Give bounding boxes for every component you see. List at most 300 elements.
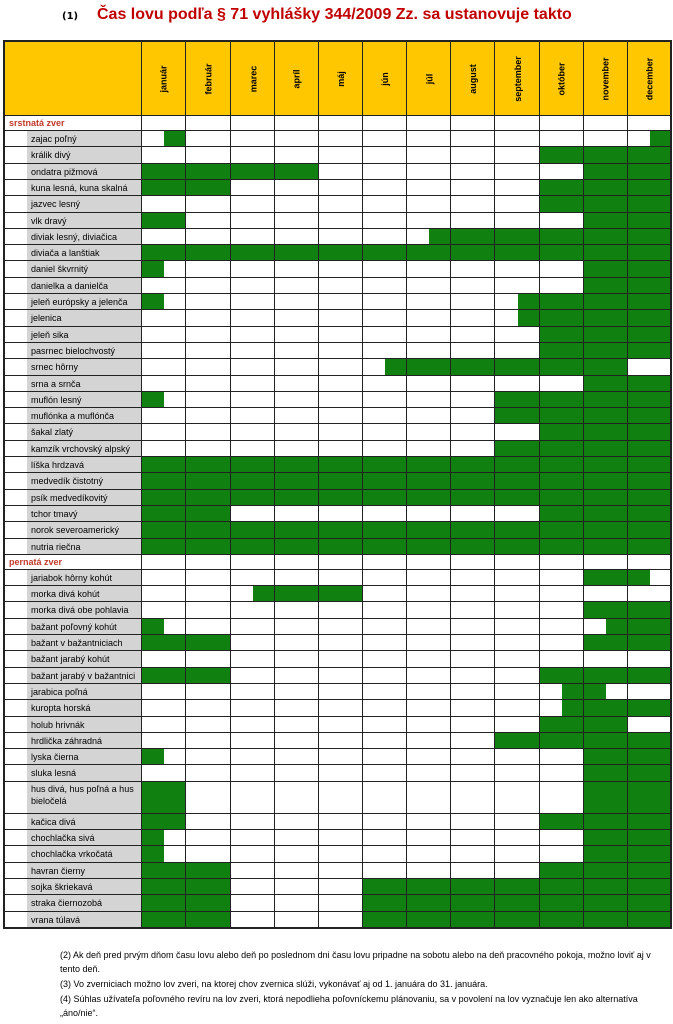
season-cell	[584, 441, 606, 457]
season-cell	[363, 522, 385, 538]
season-cell	[584, 310, 606, 326]
season-cell	[142, 213, 164, 229]
species-label: hrdlička záhradná	[31, 735, 103, 746]
season-cell	[429, 473, 451, 489]
season-cell	[142, 782, 164, 814]
season-cell	[253, 522, 275, 538]
season-cell	[540, 539, 562, 555]
season-cell	[584, 684, 606, 700]
column-divider	[450, 41, 451, 928]
month-label: jún	[380, 71, 390, 86]
season-cell	[164, 473, 186, 489]
season-cell	[584, 278, 606, 294]
season-cell	[606, 619, 628, 635]
season-cell	[584, 749, 606, 765]
season-cell	[518, 359, 541, 375]
season-cell	[584, 196, 606, 212]
season-cell	[540, 490, 562, 506]
season-cell	[385, 457, 407, 473]
season-cell	[231, 522, 253, 538]
season-cell	[628, 294, 650, 310]
season-cell	[473, 522, 495, 538]
season-cell	[253, 490, 275, 506]
species-label: muflónka a muflónča	[31, 411, 115, 422]
species-label: chochlačka sivá	[31, 833, 95, 843]
season-cell	[628, 733, 650, 749]
season-cell	[407, 490, 429, 506]
season-cell	[540, 245, 562, 261]
season-cell	[231, 473, 253, 489]
season-cell	[606, 490, 628, 506]
season-cell	[562, 668, 584, 684]
species-label: kuna lesná, kuna skalná	[31, 182, 128, 193]
season-cell	[297, 490, 319, 506]
season-cell	[253, 245, 275, 261]
row-divider	[3, 764, 672, 765]
footnotes	[60, 948, 660, 1021]
season-cell	[650, 700, 672, 716]
season-cell	[628, 490, 650, 506]
season-cell	[275, 522, 297, 538]
season-cell	[429, 879, 451, 895]
season-cell	[363, 539, 385, 555]
season-cell	[209, 506, 232, 522]
season-cell	[584, 343, 606, 359]
season-cell	[164, 245, 186, 261]
season-cell	[407, 457, 429, 473]
season-cell	[164, 782, 186, 814]
season-cell	[628, 441, 650, 457]
season-cell	[319, 539, 341, 555]
season-cell	[495, 895, 518, 911]
season-cell	[628, 570, 650, 586]
season-cell	[451, 895, 473, 911]
season-cell	[341, 457, 363, 473]
season-cell	[584, 602, 606, 618]
species-label: lyska čierna	[31, 752, 79, 763]
season-cell	[231, 457, 253, 473]
row-divider	[3, 505, 672, 506]
row-divider	[3, 440, 672, 441]
season-cell	[628, 180, 650, 196]
season-cell	[606, 506, 628, 522]
species-label: bažant jarabý kohút	[31, 654, 110, 665]
season-cell	[451, 522, 473, 538]
season-cell	[209, 245, 232, 261]
season-cell	[540, 733, 562, 749]
season-cell	[253, 473, 275, 489]
season-cell	[650, 473, 672, 489]
species-label: sojka škriekavá	[31, 881, 93, 892]
species-label: jariabok hôrny kohút	[31, 572, 113, 583]
season-cell	[275, 539, 297, 555]
row-divider	[3, 342, 672, 343]
page-title	[0, 4, 673, 30]
season-cell	[650, 830, 672, 846]
row-divider	[3, 538, 672, 539]
season-cell	[495, 408, 518, 424]
season-cell	[142, 879, 164, 895]
season-cell	[540, 229, 562, 245]
season-cell	[650, 749, 672, 765]
season-cell	[164, 814, 186, 830]
season-cell	[540, 457, 562, 473]
row-divider	[3, 878, 672, 879]
season-cell	[628, 765, 650, 781]
season-cell	[518, 522, 541, 538]
row-divider	[3, 375, 672, 376]
season-cell	[297, 522, 319, 538]
row-divider	[3, 472, 672, 473]
row-divider	[3, 179, 672, 180]
season-cell	[540, 310, 562, 326]
season-cell	[650, 327, 672, 343]
season-cell	[142, 457, 164, 473]
season-cell	[628, 245, 650, 261]
season-cell	[495, 441, 518, 457]
season-cell	[606, 782, 628, 814]
season-cell	[407, 539, 429, 555]
season-cell	[540, 441, 562, 457]
season-cell	[142, 392, 164, 408]
season-cell	[142, 180, 164, 196]
species-label: chochlačka vrkočatá	[31, 849, 113, 860]
season-cell	[451, 457, 473, 473]
season-cell	[584, 294, 606, 310]
season-cell	[628, 213, 650, 229]
season-cell	[562, 700, 584, 716]
month-label: október	[556, 61, 567, 96]
month-header	[186, 41, 231, 116]
season-cell	[297, 164, 319, 180]
season-cell	[540, 424, 562, 440]
section-title: srstnatá zver	[9, 118, 65, 128]
season-cell	[495, 457, 518, 473]
season-cell	[407, 245, 429, 261]
season-cell	[584, 782, 606, 814]
season-cell	[495, 359, 518, 375]
season-cell	[407, 879, 429, 895]
month-header	[495, 41, 540, 116]
season-cell	[186, 912, 209, 928]
season-cell	[540, 327, 562, 343]
season-cell	[606, 310, 628, 326]
row-divider	[3, 293, 672, 294]
season-cell	[562, 441, 584, 457]
column-divider	[362, 41, 363, 928]
season-cell	[606, 278, 628, 294]
species-label: havran čierny	[31, 865, 86, 876]
season-cell	[628, 457, 650, 473]
season-cell	[584, 408, 606, 424]
season-cell	[562, 343, 584, 359]
row-divider	[3, 911, 672, 912]
season-cell	[451, 490, 473, 506]
season-cell	[650, 635, 672, 651]
season-cell	[142, 895, 164, 911]
season-cell	[518, 473, 541, 489]
column-divider	[494, 41, 495, 928]
species-label: králik divý	[31, 150, 71, 161]
season-cell	[518, 310, 541, 326]
season-cell	[584, 863, 606, 879]
footnote-2: (2) Ak deň pred prvým dňom času lovu alebo deň po poslednom dni času lovu pripadne na sobotu alebo na deň pracovného pokoja, možno loviť aj v tento deň.	[60, 950, 651, 974]
season-cell	[142, 619, 164, 635]
column-divider	[230, 41, 231, 928]
month-header	[628, 41, 671, 116]
season-cell	[518, 912, 541, 928]
season-cell	[518, 539, 541, 555]
season-cell	[429, 539, 451, 555]
row-divider	[3, 228, 672, 229]
season-cell	[562, 180, 584, 196]
season-cell	[385, 912, 407, 928]
season-cell	[495, 473, 518, 489]
season-cell	[606, 229, 628, 245]
row-divider	[3, 195, 672, 196]
season-cell	[164, 879, 186, 895]
season-cell	[584, 668, 606, 684]
season-cell	[186, 490, 209, 506]
season-cell	[650, 522, 672, 538]
season-cell	[584, 180, 606, 196]
season-cell	[473, 359, 495, 375]
season-cell	[429, 895, 451, 911]
column-divider	[274, 41, 275, 928]
season-cell	[650, 782, 672, 814]
season-cell	[297, 473, 319, 489]
season-cell	[562, 327, 584, 343]
season-cell	[628, 164, 650, 180]
season-cell	[341, 539, 363, 555]
season-cell	[186, 879, 209, 895]
season-cell	[495, 245, 518, 261]
season-cell	[650, 229, 672, 245]
season-cell	[540, 408, 562, 424]
season-cell	[209, 895, 232, 911]
season-cell	[385, 359, 407, 375]
season-cell	[540, 473, 562, 489]
season-cell	[650, 668, 672, 684]
season-cell	[606, 213, 628, 229]
season-cell	[429, 912, 451, 928]
season-cell	[606, 376, 628, 392]
season-cell	[518, 879, 541, 895]
season-cell	[562, 912, 584, 928]
season-cell	[650, 261, 672, 277]
season-cell	[606, 700, 628, 716]
season-cell	[518, 294, 541, 310]
season-cell	[363, 490, 385, 506]
season-cell	[341, 522, 363, 538]
species-label: holub hrivnák	[31, 719, 85, 730]
season-cell	[650, 164, 672, 180]
season-cell	[584, 717, 606, 733]
season-cell	[540, 814, 562, 830]
season-cell	[142, 863, 164, 879]
season-cell	[540, 668, 562, 684]
season-cell	[562, 879, 584, 895]
row-divider	[3, 845, 672, 846]
season-cell	[606, 863, 628, 879]
season-cell	[518, 229, 541, 245]
season-cell	[540, 180, 562, 196]
season-cell	[385, 895, 407, 911]
season-cell	[142, 846, 164, 862]
season-cell	[562, 814, 584, 830]
season-cell	[429, 245, 451, 261]
season-cell	[584, 879, 606, 895]
row-divider	[3, 667, 672, 668]
season-cell	[275, 490, 297, 506]
season-cell	[628, 310, 650, 326]
season-cell	[473, 473, 495, 489]
season-cell	[473, 539, 495, 555]
species-label: nutria riečna	[31, 541, 81, 552]
season-cell	[650, 408, 672, 424]
season-cell	[628, 473, 650, 489]
season-cell	[606, 539, 628, 555]
row-divider	[3, 862, 672, 863]
season-cell	[650, 539, 672, 555]
row-divider	[3, 716, 672, 717]
season-cell	[628, 522, 650, 538]
season-cell	[540, 863, 562, 879]
species-label: pasrnec bielochvostý	[31, 345, 116, 356]
season-cell	[164, 912, 186, 928]
species-label: jeleň európsky a jelenča	[31, 297, 128, 307]
season-cell	[142, 245, 164, 261]
month-header	[142, 41, 186, 116]
season-cell	[606, 457, 628, 473]
season-cell	[186, 522, 209, 538]
footnote-3: (3) Vo zverniciach možno lov zveri, na ktorej chov zvernica slúži, vykonávať aj od 1. januára do 31. januára.	[60, 979, 488, 989]
season-cell	[385, 539, 407, 555]
row-divider	[3, 699, 672, 700]
season-cell	[142, 830, 164, 846]
season-cell	[363, 879, 385, 895]
season-cell	[606, 522, 628, 538]
month-label: február	[203, 62, 214, 95]
season-cell	[650, 863, 672, 879]
season-cell	[319, 522, 341, 538]
season-cell	[628, 749, 650, 765]
season-cell	[606, 717, 628, 733]
season-cell	[562, 863, 584, 879]
species-label: šakal zlatý	[31, 427, 74, 438]
season-cell	[606, 343, 628, 359]
season-cell	[186, 473, 209, 489]
month-header	[363, 41, 407, 116]
season-cell	[429, 490, 451, 506]
season-cell	[606, 668, 628, 684]
season-cell	[584, 245, 606, 261]
season-cell	[319, 245, 341, 261]
season-cell	[385, 473, 407, 489]
season-cell	[297, 245, 319, 261]
season-cell	[209, 668, 232, 684]
species-label: morka divá obe pohlavia	[31, 605, 129, 616]
season-cell	[540, 343, 562, 359]
season-cell	[584, 376, 606, 392]
species-label: srnec hôrny	[31, 362, 79, 373]
season-cell	[385, 879, 407, 895]
season-cell	[495, 733, 518, 749]
season-cell	[584, 635, 606, 651]
season-cell	[628, 635, 650, 651]
season-cell	[562, 392, 584, 408]
season-cell	[606, 294, 628, 310]
season-cell	[142, 490, 164, 506]
season-cell	[407, 473, 429, 489]
season-cell	[562, 473, 584, 489]
species-label: bažant v bažantniciach	[31, 638, 123, 648]
table-border-top	[3, 40, 672, 42]
species-label: vrana túlavá	[31, 914, 81, 925]
season-cell	[142, 164, 164, 180]
season-cell	[540, 359, 562, 375]
species-label: hus divá, hus poľná a hus bieločelá	[31, 783, 134, 806]
month-header	[451, 41, 495, 116]
season-cell	[451, 229, 473, 245]
season-cell	[363, 895, 385, 911]
species-label: jazvec lesný	[31, 199, 81, 210]
season-cell	[584, 700, 606, 716]
season-cell	[562, 408, 584, 424]
season-cell	[650, 619, 672, 635]
species-label: kačica divá	[31, 816, 76, 827]
season-cell	[209, 164, 232, 180]
season-cell	[650, 602, 672, 618]
season-cell	[650, 733, 672, 749]
season-cell	[341, 473, 363, 489]
month-label: december	[644, 57, 655, 100]
season-cell	[584, 327, 606, 343]
season-cell	[606, 765, 628, 781]
season-cell	[606, 196, 628, 212]
month-header	[540, 41, 584, 116]
season-cell	[540, 522, 562, 538]
season-cell	[650, 294, 672, 310]
season-cell	[606, 180, 628, 196]
season-cell	[650, 376, 672, 392]
season-cell	[319, 490, 341, 506]
season-cell	[164, 131, 186, 147]
season-cell	[297, 586, 319, 602]
footnote-4: (4) Súhlas užívateľa poľovného revíru na lov zveri, ktorá nepodlieha poľovníckemu plánovaniu, sa v povolení na lov vyznačuje len ako alternatíva „áno/nie“.	[60, 994, 638, 1018]
row-divider	[3, 423, 672, 424]
season-cell	[275, 457, 297, 473]
season-cell	[540, 879, 562, 895]
season-cell	[562, 196, 584, 212]
season-cell	[209, 863, 232, 879]
season-cell	[650, 457, 672, 473]
month-label: júl	[424, 73, 434, 84]
season-cell	[142, 668, 164, 684]
season-cell	[606, 635, 628, 651]
season-cell	[407, 912, 429, 928]
season-cell	[231, 539, 253, 555]
title-text: Čas lovu podľa § 71 vyhlášky 344/2009 Zz. sa ustanovuje takto	[97, 6, 572, 23]
season-cell	[164, 213, 186, 229]
season-cell	[650, 213, 672, 229]
season-cell	[209, 457, 232, 473]
month-label: september	[512, 55, 523, 102]
season-cell	[209, 635, 232, 651]
season-cell	[606, 846, 628, 862]
season-cell	[606, 245, 628, 261]
species-label: kuropta horská	[31, 703, 91, 714]
